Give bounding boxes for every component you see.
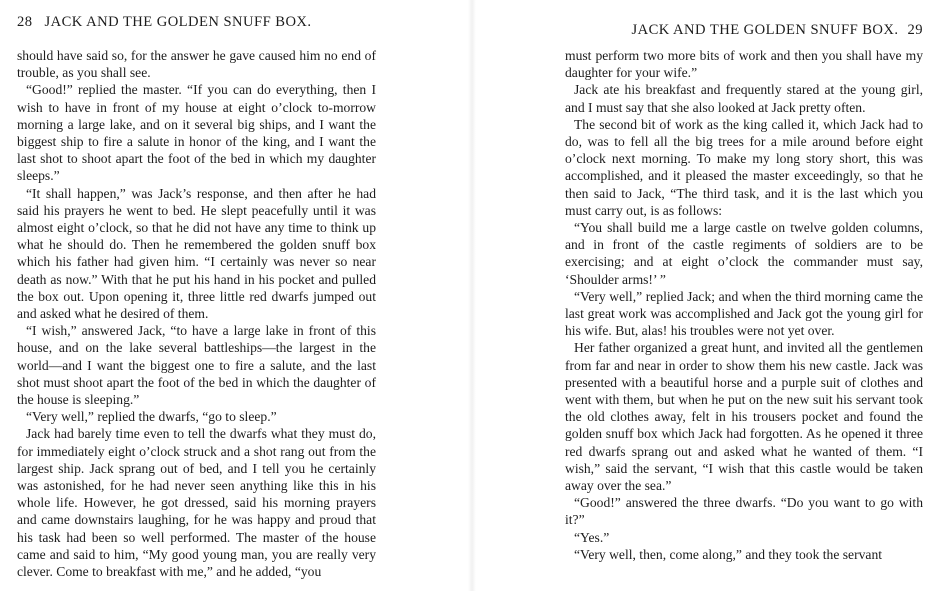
left-running-title: JACK AND THE GOLDEN SNUFF BOX. bbox=[44, 14, 312, 30]
left-page bbox=[17, 14, 376, 580]
paragraph: “Very well,” replied Jack; and when the third morning came the last great work was accomplished and Jack got the young girl for his wife. But, alas! his troubles were not yet over. bbox=[565, 288, 923, 339]
right-page-body bbox=[565, 47, 923, 563]
right-running-title: JACK AND THE GOLDEN SNUFF BOX. bbox=[631, 22, 899, 38]
paragraph: “Good!” replied the master. “If you can do everything, then I wish to have in front of my house at eight o’clock to-morrow morning a large lake, and on it several big ships, and I want the biggest ship to fire a salute in honor of the king, and I want the last shot to shoot apart the foot of the bed in which my daughter sleeps.” bbox=[17, 82, 376, 184]
left-running-head bbox=[17, 14, 376, 34]
paragraph: “Yes.” bbox=[574, 529, 610, 545]
paragraph: Jack ate his breakfast and frequently stared at the young girl, and I must say that she also looked at Jack pretty often. bbox=[565, 82, 923, 115]
paragraph: Her father organized a great hunt, and invited all the gentlemen from far and near in order to show them his new castle. Jack was presented with a beautiful horse and a purple suit of clothes and went with them, but when he put on the new suit his servant took the old clothes away, felt in his trousers pocket and found the golden snuff box which Jack had forgotten. As he opened it three red dwarfs sprang out and asked what he wanted of them. “I wish,” said the servant, “I wish that this castle would be taken away over the sea.” bbox=[565, 340, 923, 494]
right-page bbox=[565, 14, 923, 563]
paragraph: “You shall build me a large castle on twelve golden columns, and in front of the castle regiments of soldiers are to be exercising; and at eight o’clock the commander must say, ‘Shoulder arms!’ ” bbox=[565, 220, 923, 287]
left-page-number: 28 bbox=[17, 14, 33, 30]
paragraph: “It shall happen,” was Jack’s response, and then after he had said his prayers he went to bed. He slept peacefully until it was almost eight o’clock, so that he did not have any time to think up what he should do. Then he remembered the golden snuff box which his father had given him. “I certainly was never so near death as now.” With that he put his hand in his pocket and pulled the box out. Upon opening it, three little red dwarfs jumped out and asked what he desired of them. bbox=[17, 185, 376, 322]
paragraph: The second bit of work as the king called it, which Jack had to do, was to fell all the big trees for a mile around before eight o’clock next morning. To make my long story short, this was accomplished, and it pleased the master exceedingly, so that he then said to Jack, “The third task, and it is the last which you must carry out, is as follows: bbox=[565, 116, 923, 218]
right-page-number: 29 bbox=[907, 22, 923, 38]
paragraph: “Very well, then, come along,” and they took the servant bbox=[574, 546, 883, 562]
book-gutter bbox=[468, 0, 476, 591]
paragraph: must perform two more bits of work and then you shall have my daughter for your wife.” bbox=[565, 48, 923, 81]
paragraph: “Very well,” replied the dwarfs, “go to sleep.” bbox=[26, 409, 277, 425]
right-running-head bbox=[565, 22, 923, 42]
paragraph: “I wish,” answered Jack, “to have a large lake in front of this house, and on the lake several battleships—the largest in the world—and I want the biggest one to fire a salute, and the last shot must shoot apart the foot of the bed in which the daughter of the house is sleeping.” bbox=[17, 323, 376, 408]
paragraph: “Good!” answered the three dwarfs. “Do you want to go with it?” bbox=[565, 495, 923, 528]
paragraph: should have said so, for the answer he gave caused him no end of trouble, as you shall see. bbox=[17, 48, 376, 81]
left-page-body bbox=[17, 47, 376, 580]
paragraph: Jack had barely time even to tell the dwarfs what they must do, for immediately eight o’clock struck and a shot rang out from the largest ship. Jack sprang out of bed, and I tell you he certainly was astonished, for he had never seen anything like this in his whole life. However, he got dressed, said his morning prayers and came downstairs laughing, for he was happy and proud that his task had been so well performed. The master of the house came and said to him, “My good young man, you are really very clever. Come to breakfast with me,” and he added, “you bbox=[17, 426, 376, 580]
